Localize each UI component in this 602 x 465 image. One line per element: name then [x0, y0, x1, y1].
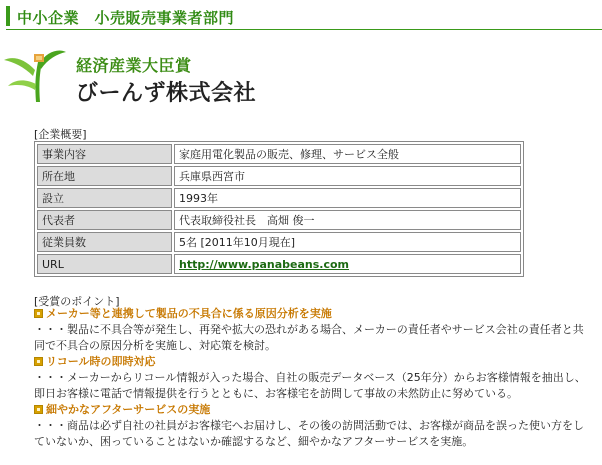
- sprout-leaf-logo-icon: [2, 40, 68, 106]
- point-title-text: リコール時の即時対応: [46, 355, 156, 368]
- row-value-founded: 1993年: [174, 188, 521, 208]
- row-value-url: [174, 254, 521, 274]
- table-row: [37, 188, 521, 208]
- square-bullet-icon: [34, 309, 43, 318]
- award-points-list: [34, 306, 589, 450]
- overview-label: [企業概要]: [34, 128, 87, 141]
- point-title: [34, 306, 589, 322]
- category-divider: [6, 29, 602, 30]
- company-website-link[interactable]: http://www.panabeans.com: [179, 257, 350, 271]
- table-row: [37, 210, 521, 230]
- category-title: 中小企業 小売販売事業者部門: [17, 9, 235, 27]
- point-body: ・・・製品に不具合等が発生し、再発や拡大の恐れがある場合、メーカーの責任者やサービス会社の責任者と共同で不具合の原因分析を実施し、対応策を検討。: [34, 323, 584, 352]
- row-key-representative: 代表者: [37, 210, 172, 230]
- row-value-business: 家庭用電化製品の販売、修理、サービス全般: [174, 144, 521, 164]
- point-title-text: メーカー等と連携して製品の不具合に係る原因分析を実施: [46, 307, 332, 320]
- point-title-text: 細やかなアフターサービスの実施: [46, 403, 211, 416]
- row-key-employees: 従業員数: [37, 232, 172, 252]
- points-label: [受賞のポイント]: [34, 295, 120, 308]
- row-key-founded: 設立: [37, 188, 172, 208]
- table-row: [37, 254, 521, 274]
- category-accent-bar: [6, 6, 10, 26]
- row-value-location: 兵庫県西宮市: [174, 166, 521, 186]
- company-overview-table: [34, 141, 524, 277]
- table-row: [37, 232, 521, 252]
- row-key-url: URL: [37, 254, 172, 274]
- table-row: [37, 144, 521, 164]
- square-bullet-icon: [34, 405, 43, 414]
- award-title: 経済産業大臣賞: [76, 56, 192, 75]
- row-key-business: 事業内容: [37, 144, 172, 164]
- table-row: [37, 166, 521, 186]
- category-header: [0, 0, 602, 30]
- row-key-location: 所在地: [37, 166, 172, 186]
- point-title: [34, 402, 589, 418]
- square-bullet-icon: [34, 357, 43, 366]
- point-body: ・・・商品は必ず自社の社員がお客様宅へお届けし、その後の訪問活動では、お客様が商品を誤った使い方をしていないか、困っていることはないか確認するなど、細やかなアフターサービスを実施。: [34, 419, 584, 448]
- company-name: びーんず株式会社: [76, 81, 257, 106]
- row-value-representative: 代表取締役社長 高畑 俊一: [174, 210, 521, 230]
- point-title: [34, 354, 589, 370]
- row-value-employees: 5名 [2011年10月現在]: [174, 232, 521, 252]
- point-body: ・・・メーカーからリコール情報が入った場合、自社の販売データベース（25年分）からお客様情報を抽出し、即日お客様に電話で情報提供を行うとともに、お客様宅を訪問して事故の未然防止に努めている。: [34, 371, 586, 400]
